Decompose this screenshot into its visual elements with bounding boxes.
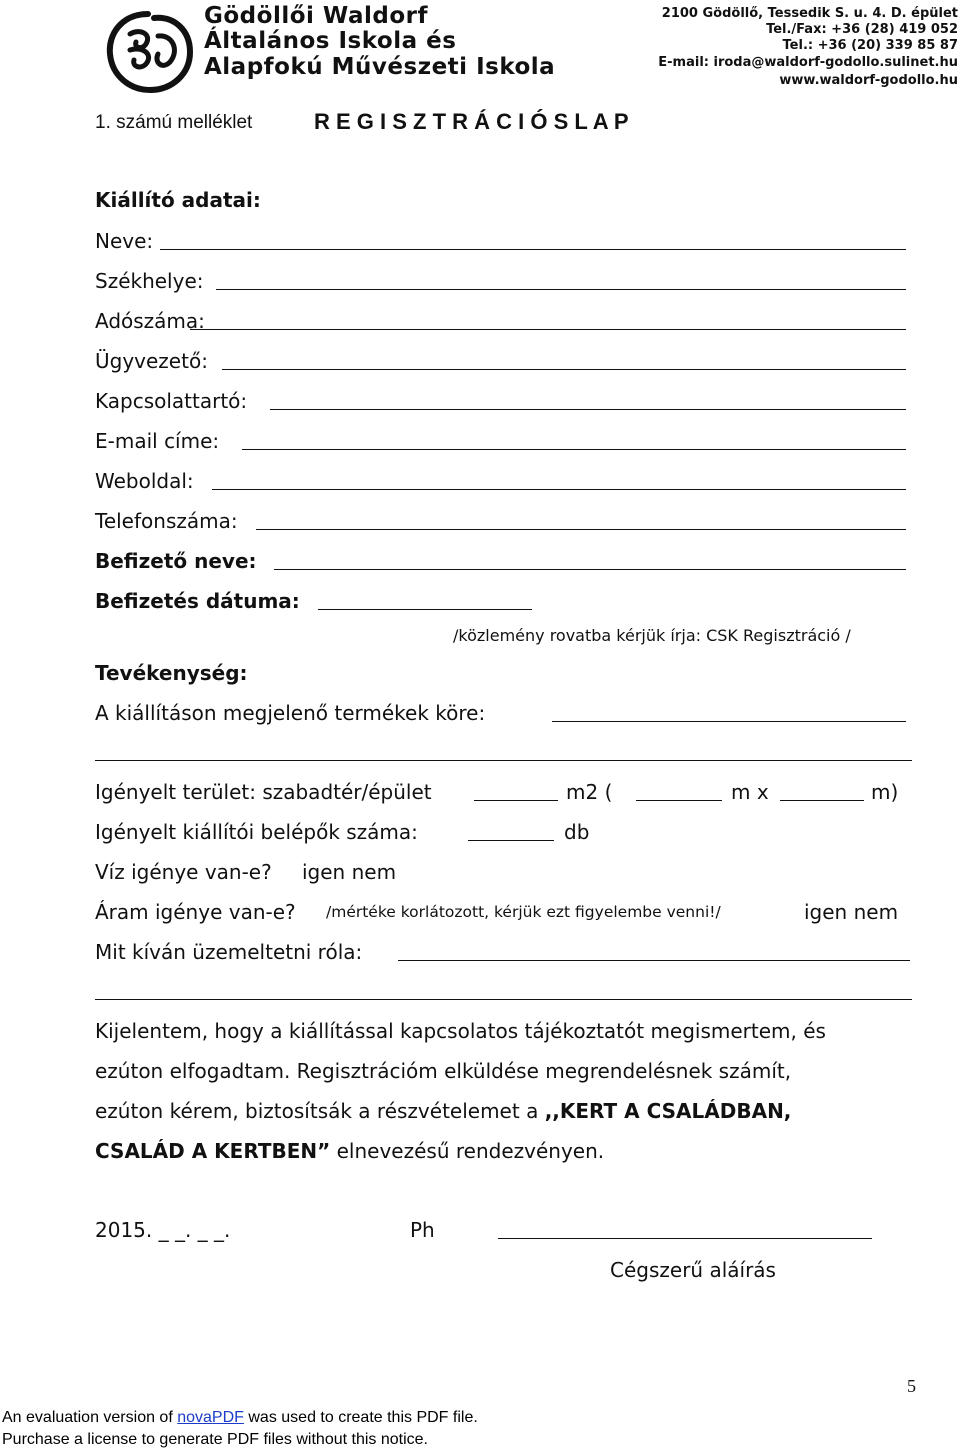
products-field[interactable] <box>552 721 906 722</box>
event-name-part-1: ,,KERT A CSALÁDBAN, <box>544 1099 792 1123</box>
payment-date-label: Befizetés dátuma: <box>95 589 300 613</box>
school-name-line-1: Gödöllői Waldorf <box>204 3 428 29</box>
area-m2-label: m2 ( <box>566 780 613 804</box>
declaration-line-1: Kijelentem, hogy a kiállítással kapcsolatos tájékoztatót megismertem, és <box>95 1019 826 1043</box>
date-field[interactable]: 2015. _ _. _ _. <box>95 1218 231 1242</box>
contact-address: 2100 Gödöllő, Tessedik S. u. 4. D. épület <box>661 6 958 21</box>
payment-note: /közlemény rovatba kérjük írja: CSK Regisztráció / <box>453 626 851 645</box>
passes-field[interactable] <box>468 840 554 841</box>
tax-number-field[interactable] <box>190 329 906 330</box>
water-label: Víz igénye van-e? <box>95 860 272 884</box>
area-end-label: m) <box>871 780 899 804</box>
declaration-line-4 <box>95 1139 604 1163</box>
annex-label: 1. számú melléklet <box>95 112 253 133</box>
activity-heading: Tevékenység: <box>95 661 248 685</box>
seat-label: Székhelye: <box>95 269 204 293</box>
tax-number-label: Adószáma: <box>95 309 205 333</box>
evaluation-notice-line-1 <box>2 1409 478 1427</box>
products-label: A kiállításon megjelenő termékek köre: <box>95 701 486 725</box>
contact-website: www.waldorf-godollo.hu <box>779 73 958 88</box>
manager-field[interactable] <box>222 369 906 370</box>
area-length-field[interactable] <box>636 800 722 801</box>
email-label: E-mail címe: <box>95 429 220 453</box>
operate-label: Mit kíván üzemeltetni róla: <box>95 940 363 964</box>
email-field[interactable] <box>242 449 906 450</box>
declaration-line-2: ezúton elfogadtam. Regisztrációm elküldése megrendelésnek számít, <box>95 1059 792 1083</box>
evaluation-notice-line-2: Purchase a license to generate PDF files without this notice. <box>2 1431 428 1448</box>
payer-name-label: Befizető neve: <box>95 549 257 573</box>
event-name-part-2: CSALÁD A KERTBEN” <box>95 1139 331 1163</box>
contact-person-field[interactable] <box>270 409 906 410</box>
signature-label: Cégszerű aláírás <box>610 1258 776 1282</box>
declaration-line-3-text: ezúton kérem, biztosítsák a részvételemet a <box>95 1099 545 1123</box>
phone-label: Telefonszáma: <box>95 509 238 533</box>
power-options[interactable]: igen nem <box>804 900 899 924</box>
passes-unit: db <box>564 820 590 844</box>
products-field-continued[interactable] <box>95 760 912 761</box>
declaration-line-3 <box>95 1099 791 1123</box>
website-field[interactable] <box>212 489 906 490</box>
contact-fax: Tel./Fax: +36 (28) 419 052 <box>766 22 958 37</box>
area-label: Igényelt terület: szabadtér/épület <box>95 780 432 804</box>
contact-phone: Tel.: +36 (20) 339 85 87 <box>782 38 958 53</box>
evaluation-notice-start: An evaluation version of <box>2 1409 178 1426</box>
water-options[interactable]: igen nem <box>302 860 397 884</box>
area-m2-field[interactable] <box>474 800 558 801</box>
area-width-field[interactable] <box>780 800 864 801</box>
school-logo <box>100 6 198 96</box>
signature-line[interactable] <box>498 1238 872 1239</box>
exhibitor-heading: Kiállító adatai: <box>95 188 261 212</box>
school-name-line-3: Alapfokú Művészeti Iskola <box>204 54 556 80</box>
website-label: Weboldal: <box>95 469 194 493</box>
declaration-line-4-text: elnevezésű rendezvényen. <box>330 1139 605 1163</box>
area-x-label: m x <box>731 780 769 804</box>
operate-field-continued[interactable] <box>95 999 912 1000</box>
seat-field[interactable] <box>216 289 906 290</box>
school-name-line-2: Általános Iskola és <box>204 28 457 54</box>
spiral-logo-icon <box>100 6 198 96</box>
power-label: Áram igénye van-e? <box>95 900 296 924</box>
payment-date-field[interactable] <box>318 609 532 610</box>
evaluation-notice-end: was used to create this PDF file. <box>243 1409 478 1426</box>
page-number: 5 <box>907 1376 916 1396</box>
ph-label: Ph <box>410 1218 435 1242</box>
operate-field[interactable] <box>398 960 910 961</box>
contact-email: E-mail: iroda@waldorf-godollo.sulinet.hu <box>658 55 958 70</box>
passes-label: Igényelt kiállítói belépők száma: <box>95 820 418 844</box>
form-title: R E G I S Z T R Á C I Ó S L A P <box>314 109 629 134</box>
power-note: /mértéke korlátozott, kérjük ezt figyelembe venni!/ <box>326 903 721 921</box>
payer-name-field[interactable] <box>274 569 906 570</box>
novapdf-link[interactable]: novaPDF <box>177 1409 244 1426</box>
manager-label: Ügyvezető: <box>95 349 208 373</box>
phone-field[interactable] <box>256 529 906 530</box>
contact-person-label: Kapcsolattartó: <box>95 389 248 413</box>
name-field[interactable] <box>160 249 906 250</box>
name-label: Neve: <box>95 229 154 253</box>
